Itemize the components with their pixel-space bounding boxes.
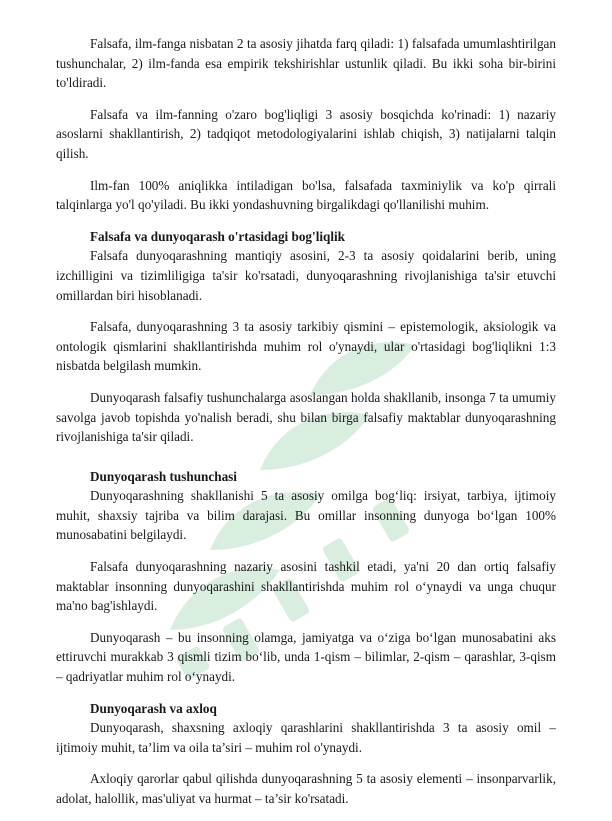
paragraph-6: Dunyoqarash falsafiy tushunchalarga asoslangan holda shakllanib, insonga 7 ta umumiy savolga javob topishda yo'nalish beradi, shu bilan birga falsafiy maktablar dunyoqarashning rivojlanishiga ta'sir qiladi. (56, 389, 556, 445)
section-heading-worldview-ethics: Dunyoqarash va axloq (90, 700, 217, 716)
paragraph-3: Ilm-fan 100% aniqlikka intiladigan bo'lsa, falsafada taxminiylik va ko'p qirrali talqinlarga yo'l qo'yiladi. Bu ikki yondashuvning birgalikdagi qo'llanilishi muhim. (56, 177, 556, 213)
paragraph-11: Axloqiy qarorlar qabul qilishda dunyoqarashning 5 ta asosiy elementi – insonparvarlik, adolat, halollik, mas'uliyat va hurmat – ta’sir ko'rsatadi. (56, 771, 556, 806)
paragraph-4: Falsafa dunyoqarashning mantiqiy asosini, 2-3 ta asosiy qoidalarini berib, uning izchilligini va tizimliligiga ta'sir ko'rsatadi, dunyoqarashning rivojlanishiga ta'sir etuvchi omillardan biri hisoblanadi. (56, 248, 556, 303)
section-heading-philosophy-worldview: Falsafa va dunyoqarash o'rtasidagi bog'liqlik (90, 228, 346, 244)
paragraph-2: Falsafa va ilm-fanning o'zaro bog'liqligi 3 asosiy bosqichda ko'rinadi: 1) nazariy asoslarni shakllantirish, 2) tadqiqot metodologiyalarini ishlab chiqish, 3) natijalarni talqin qilish. (56, 106, 556, 161)
section-heading-worldview-concept: Dunyoqarash tushunchasi (90, 468, 237, 484)
paragraph-10: Dunyoqarash, shaxsning axloqiy qarashlarini shakllantirishda 3 ta asosiy omil – ijtimoiy muhit, ta’lim va oila ta’siri – muhim rol o'ynaydi. (56, 720, 556, 755)
paragraph-9: Dunyoqarash – bu insonning olamga, jamiyatga va o‘ziga bo‘lgan munosabatini aks ettiruvchi murakkab 3 qismli tizim bo‘lib, unda 1-qism – bilimlar, 2-qism – qarashlar, 3-qism – qadriyatlar muhim rol o‘ynaydi. (56, 629, 556, 685)
paragraph-8: Falsafa dunyoqarashning nazariy asosini tashkil etadi, ya'ni 20 dan ortiq falsafiy maktablar insonning dunyoqarashini shakllantirishda muhim rol o‘ynaydi va unga chuqur ma'no bag'ishlaydi. (56, 559, 556, 614)
paragraph-7: Dunyoqarashning shakllanishi 5 ta asosiy omilga bog‘liq: irsiyat, tarbiya, ijtimoiy muhit, shaxsiy tajriba va bilim darajasi. Bu omillar insonning dunyoga bo‘lgan 100% munosabatini belgilaydi. (56, 488, 556, 543)
document-page (56, 34, 556, 821)
paragraph-5: Falsafa, dunyoqarashning 3 ta asosiy tarkibiy qismini – epistemologik, aksiologik va ontologik qismlarini shakllantirishda muhim rol o'ynaydi, ular o'rtasidagi bog'liqlikni 1:3 nisbatda belgilash mumkin. (56, 319, 556, 374)
paragraph-1: Falsafa, ilm-fanga nisbatan 2 ta asosiy jihatda farq qiladi: 1) falsafada umumlashtirilgan tushunchalar, 2) ilm-fanda esa empirik tekshirishlar ustunlik qiladi. Bu ikki soha bir-birini to'ldiradi. (56, 36, 556, 91)
